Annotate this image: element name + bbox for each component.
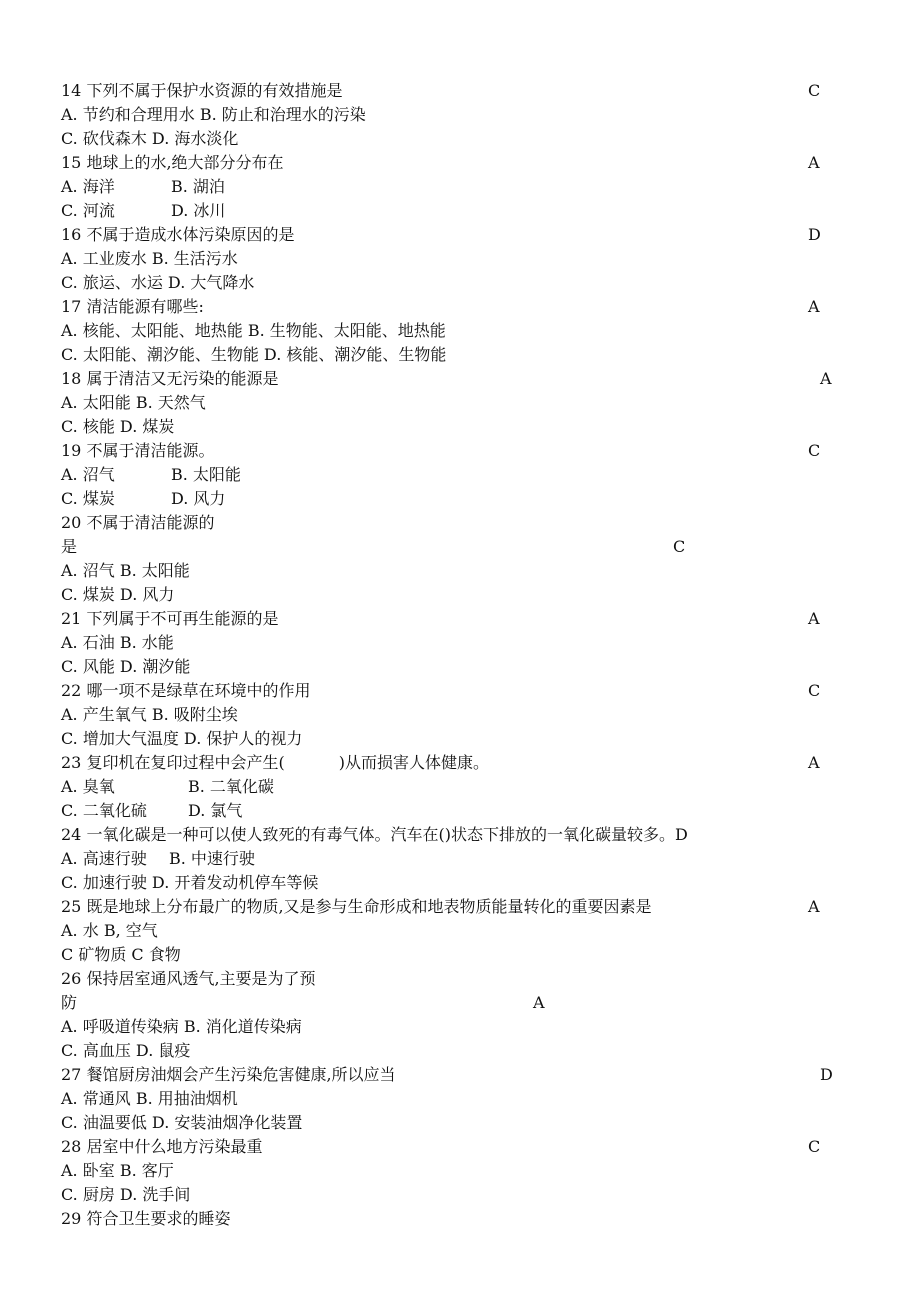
- question-number: 23: [61, 753, 82, 772]
- question-16: [61, 225, 294, 245]
- options-line: [61, 201, 225, 221]
- question-stem: 一氧化碳是一种可以使人致死的有毒气体。汽车在()状态下排放的一氧化碳量较多。D: [86, 825, 688, 844]
- question-25: [61, 897, 652, 917]
- options-line: A. 石油 B. 水能: [61, 633, 174, 652]
- options-line: A. 工业废水 B. 生活污水: [61, 249, 238, 268]
- question-27: [61, 1065, 396, 1085]
- question-number: 25: [61, 897, 82, 916]
- question-23: [61, 753, 489, 773]
- option: D. 风力: [171, 489, 226, 508]
- question-number: 21: [61, 609, 82, 628]
- options-line: A. 呼吸道传染病 B. 消化道传染病: [61, 1017, 302, 1036]
- answer-28: C: [808, 1137, 821, 1156]
- option: A. 臭氧: [61, 777, 115, 796]
- option: C. 煤炭: [61, 489, 115, 508]
- question-18: [61, 369, 278, 389]
- options-line: [61, 489, 225, 509]
- options-line: [61, 801, 242, 821]
- question-14: [61, 81, 342, 101]
- question-number: 27: [61, 1065, 82, 1084]
- question-stem: 保持居室通风透气,主要是为了预: [86, 969, 316, 988]
- options-line: A. 核能、太阳能、地热能 B. 生物能、太阳能、地热能: [61, 321, 446, 340]
- question-number: 22: [61, 681, 82, 700]
- question-stem: 居室中什么地方污染最重: [86, 1137, 263, 1156]
- question-28: [61, 1137, 262, 1157]
- option: C. 二氧化硫: [61, 801, 147, 820]
- answer-14: C: [808, 81, 821, 100]
- question-stem: 餐馆厨房油烟会产生污染危害健康,所以应当: [86, 1065, 396, 1084]
- question-stem-continued: 防: [61, 993, 78, 1012]
- option: B. 湖泊: [171, 177, 225, 196]
- question-number: 24: [61, 825, 82, 844]
- question-stem: 符合卫生要求的睡姿: [86, 1209, 231, 1228]
- options-line: A. 太阳能 B. 天然气: [61, 393, 206, 412]
- option: C. 河流: [61, 201, 115, 220]
- question-stem: 清洁能源有哪些:: [86, 297, 204, 316]
- options-line: A. 产生氧气 B. 吸附尘埃: [61, 705, 238, 724]
- options-line: [61, 177, 225, 197]
- question-number: 17: [61, 297, 82, 316]
- options-line: C. 砍伐森木 D. 海水淡化: [61, 129, 239, 148]
- options-line: C. 加速行驶 D. 开着发动机停车等候: [61, 873, 319, 892]
- question-17: [61, 297, 204, 317]
- question-number: 29: [61, 1209, 82, 1228]
- question-15: [61, 153, 284, 173]
- options-line: C. 太阳能、潮汐能、生物能 D. 核能、潮汐能、生物能: [61, 345, 447, 364]
- question-number: 26: [61, 969, 82, 988]
- options-line: [61, 777, 274, 797]
- options-line: A. 沼气 B. 太阳能: [61, 561, 190, 580]
- question-19: [61, 441, 214, 461]
- question-number: 20: [61, 513, 82, 532]
- options-line: C. 风能 D. 潮汐能: [61, 657, 191, 676]
- answer-23: A: [808, 753, 820, 772]
- options-line: C 矿物质 C 食物: [61, 945, 181, 964]
- question-stem: 属于清洁又无污染的能源是: [86, 369, 279, 388]
- option: A. 高速行驶: [61, 849, 147, 868]
- answer-18: A: [820, 369, 832, 388]
- options-line: C. 核能 D. 煤炭: [61, 417, 175, 436]
- question-number: 19: [61, 441, 82, 460]
- option: B. 太阳能: [171, 465, 241, 484]
- question-number: 16: [61, 225, 82, 244]
- question-stem: 不属于清洁能源的: [86, 513, 215, 532]
- answer-25: A: [808, 897, 820, 916]
- option: A. 海洋: [61, 177, 115, 196]
- options-line: A. 常通风 B. 用抽油烟机: [61, 1089, 238, 1108]
- option: D. 氯气: [188, 801, 243, 820]
- option: B. 中速行驶: [169, 849, 255, 868]
- question-stem: 不属于造成水体污染原因的是: [86, 225, 295, 244]
- options-line: [61, 465, 241, 485]
- answer-19: C: [808, 441, 821, 460]
- answer-16: D: [808, 225, 821, 244]
- question-stem: 哪一项不是绿草在环境中的作用: [86, 681, 311, 700]
- options-line: A. 卧室 B. 客厅: [61, 1161, 174, 1180]
- options-line: A. 节约和合理用水 B. 防止和治理水的污染: [61, 105, 366, 124]
- question-stem-tail: )从而损害人体健康。: [338, 753, 489, 772]
- options-line: C. 增加大气温度 D. 保护人的视力: [61, 729, 303, 748]
- answer-15: A: [808, 153, 820, 172]
- question-22: [61, 681, 310, 701]
- question-stem: 下列属于不可再生能源的是: [86, 609, 279, 628]
- answer-26: A: [533, 993, 545, 1012]
- question-stem: 不属于清洁能源。: [86, 441, 215, 460]
- answer-20: C: [673, 537, 686, 556]
- question-21: [61, 609, 278, 629]
- options-line: C. 旅运、水运 D. 大气降水: [61, 273, 255, 292]
- question-number: 18: [61, 369, 82, 388]
- options-line: A. 水 B, 空气: [61, 921, 158, 940]
- question-number: 14: [61, 81, 82, 100]
- question-stem: 复印机在复印过程中会产生(: [86, 753, 285, 772]
- question-stem-continued: 是: [61, 537, 78, 556]
- question-number: 28: [61, 1137, 82, 1156]
- question-20: [61, 513, 214, 533]
- question-stem: 地球上的水,绝大部分分布在: [86, 153, 284, 172]
- question-29: [61, 1209, 230, 1229]
- options-line: C. 厨房 D. 洗手间: [61, 1185, 191, 1204]
- option: A. 沼气: [61, 465, 115, 484]
- answer-21: A: [808, 609, 820, 628]
- question-24: [61, 825, 688, 845]
- options-line: C. 油温要低 D. 安装油烟净化装置: [61, 1113, 303, 1132]
- question-number: 15: [61, 153, 82, 172]
- question-stem: 下列不属于保护水资源的有效措施是: [86, 81, 343, 100]
- option: B. 二氧化碳: [188, 777, 274, 796]
- options-line: C. 高血压 D. 鼠疫: [61, 1041, 191, 1060]
- options-line: C. 煤炭 D. 风力: [61, 585, 175, 604]
- options-line: [61, 849, 255, 869]
- question-stem: 既是地球上分布最广的物质,又是参与生命形成和地表物质能量转化的重要因素是: [86, 897, 652, 916]
- question-26: [61, 969, 316, 989]
- option: D. 冰川: [171, 201, 226, 220]
- answer-22: C: [808, 681, 821, 700]
- answer-17: A: [808, 297, 820, 316]
- answer-27: D: [820, 1065, 833, 1084]
